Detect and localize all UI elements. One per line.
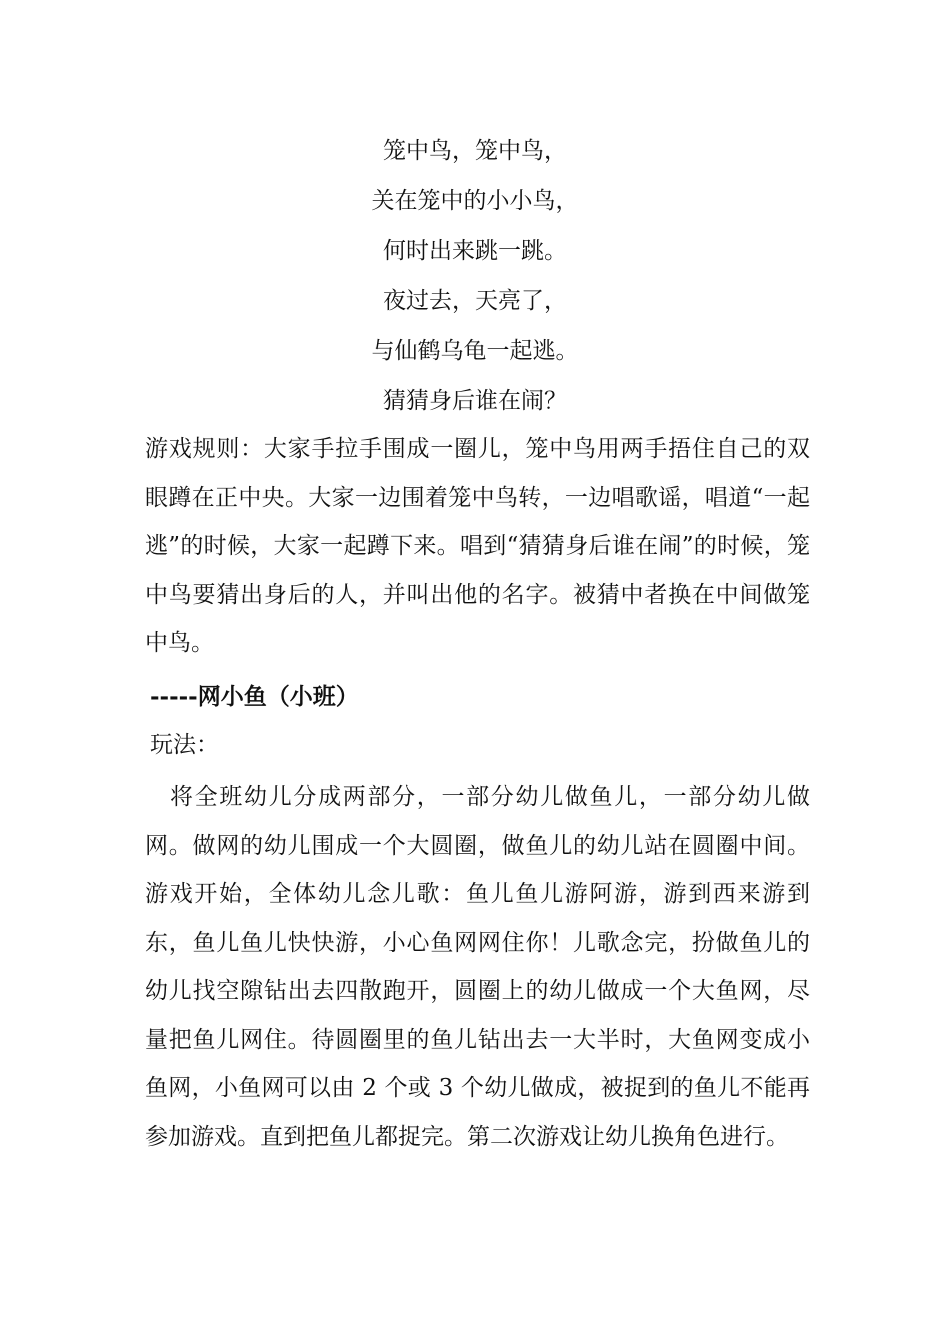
how-to-play-label: 玩法：: [150, 732, 219, 758]
how-to-play-paragraph: 将全班幼儿分成两部分，一部分幼儿做鱼儿，一部分幼儿做网。做网的幼儿围成一个大圆圈，做鱼儿的幼儿站在圆圈中间。游戏开始，全体幼儿念儿歌：鱼儿鱼儿游阿游，游到西来游到东，鱼儿鱼儿快快游，小心鱼网网住你！儿歌念完，扮做鱼儿的幼儿找空隙钻出去四散跑开，圆圈上的幼儿做成一个大鱼网，尽量把鱼儿网住。待圆圈里的鱼儿钻出去一大半时，大鱼网变成小鱼网，小鱼网可以由 2 个或 3 个幼儿做成，被捉到的鱼儿不能再参加游戏。直到把鱼儿都捉完。第二次游戏让幼儿换角色进行。: [145, 784, 810, 1150]
game-rules-paragraph: 游戏规则：大家手拉手围成一圈儿，笼中鸟用两手捂住自己的双眼蹲在正中央。大家一边围着笼中鸟转，一边唱歌谣，唱道“一起逃”的时候，大家一起蹲下来。唱到“猜猜身后谁在闹”的时候，笼中鸟要猜出身后的人，并叫出他的名字。被猜中者换在中间做笼中鸟。: [145, 436, 810, 656]
poem-line-4: 夜过去，天亮了，: [383, 288, 567, 314]
section-heading: -----网小鱼（小班）: [150, 683, 359, 710]
poem-line-1: 笼中鸟，笼中鸟，: [383, 138, 567, 164]
poem-line-5: 与仙鹤乌龟一起逃。: [371, 338, 579, 364]
poem-line-6: 猜猜身后谁在闹？: [383, 388, 567, 414]
poem-line-2: 关在笼中的小小鸟，: [371, 188, 579, 214]
poem: [0, 126, 950, 426]
poem-line-3: 何时出来跳一跳。: [383, 238, 567, 264]
